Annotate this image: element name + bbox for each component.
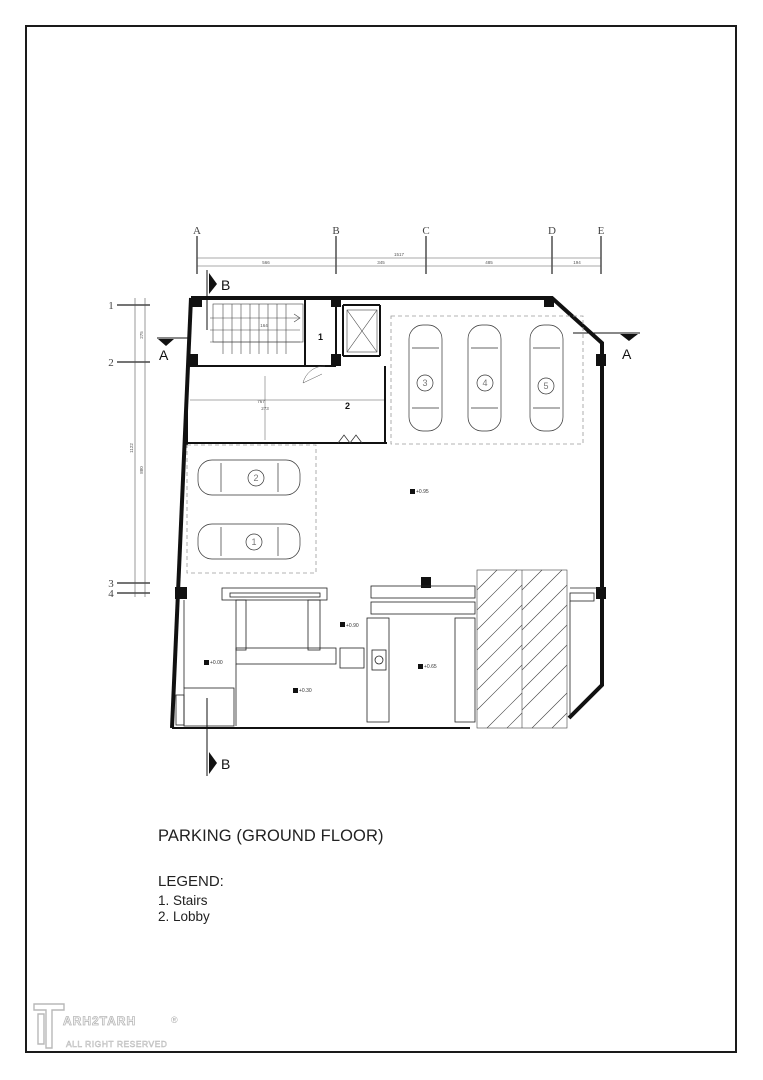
ramp [477, 570, 567, 728]
level-parking: +0.95 [416, 489, 429, 495]
legend-list [158, 893, 210, 924]
legend-heading: LEGEND: [158, 873, 224, 890]
level-entry: +0.00 [210, 660, 223, 666]
dim-lobby-width: 767 [257, 399, 265, 404]
grid-label-C: C [422, 225, 430, 237]
dim-col-2: 345 [377, 260, 385, 265]
dim-col-1: 566 [262, 260, 270, 265]
dim-total-left: 1122 [129, 443, 134, 453]
car-5 [530, 325, 563, 431]
dim-row-2: 880 [139, 466, 144, 474]
car-number-4: 4 [482, 378, 488, 388]
grid-label-2: 2 [108, 357, 114, 369]
dim-col-4: 194 [573, 260, 581, 265]
car-2 [198, 460, 300, 495]
grid-label-E: E [597, 225, 605, 237]
stairs [210, 304, 303, 354]
section-label-a-right: A [622, 346, 632, 362]
level-right: +0.65 [424, 664, 437, 670]
logo-name: ARH2TARH [63, 1014, 137, 1028]
grid-label-D: D [548, 225, 556, 237]
section-label-b-top: B [221, 277, 231, 293]
elevator-shaft [347, 310, 377, 352]
section-label-a-left: A [159, 347, 169, 363]
legend-item-stairs: 1. Stairs [158, 893, 208, 908]
dim-col-3: 485 [485, 260, 493, 265]
level-marker-parking [410, 489, 415, 494]
level-ramp-top: +0.90 [346, 623, 359, 629]
level-low: +0.30 [299, 688, 312, 694]
section-a-arrow-right [620, 334, 638, 341]
car-1 [198, 524, 300, 559]
car-number-2: 2 [253, 473, 259, 483]
grid-label-3: 3 [108, 578, 114, 590]
room-number-stairs: 1 [318, 332, 324, 342]
room-number-lobby: 2 [345, 401, 351, 411]
legend-item-lobby: 2. Lobby [158, 908, 210, 924]
grid-label-4: 4 [108, 588, 114, 600]
dim-stair-width: 164 [260, 323, 268, 328]
logo-tagline: ALL RIGHT RESERVED [66, 1039, 168, 1049]
section-label-b-bottom: B [221, 756, 231, 772]
grid-label-A: A [193, 225, 201, 237]
dim-row-1: 275 [139, 331, 144, 339]
car-number-3: 3 [422, 378, 428, 388]
dim-lobby-depth: 273 [261, 406, 269, 411]
car-number-1: 1 [251, 537, 257, 547]
section-b-arrow-top [209, 273, 217, 294]
dim-total-top: 1517 [393, 252, 405, 257]
grid-label-1: 1 [108, 300, 114, 312]
logo-registered-mark: ® [171, 1015, 178, 1025]
section-b-arrow-bottom [209, 752, 217, 774]
car-number-5: 5 [543, 381, 549, 391]
grid-label-B: B [332, 225, 340, 237]
section-a-arrow-left [158, 339, 174, 346]
drawing-title: PARKING (GROUND FLOOR) [158, 827, 384, 845]
